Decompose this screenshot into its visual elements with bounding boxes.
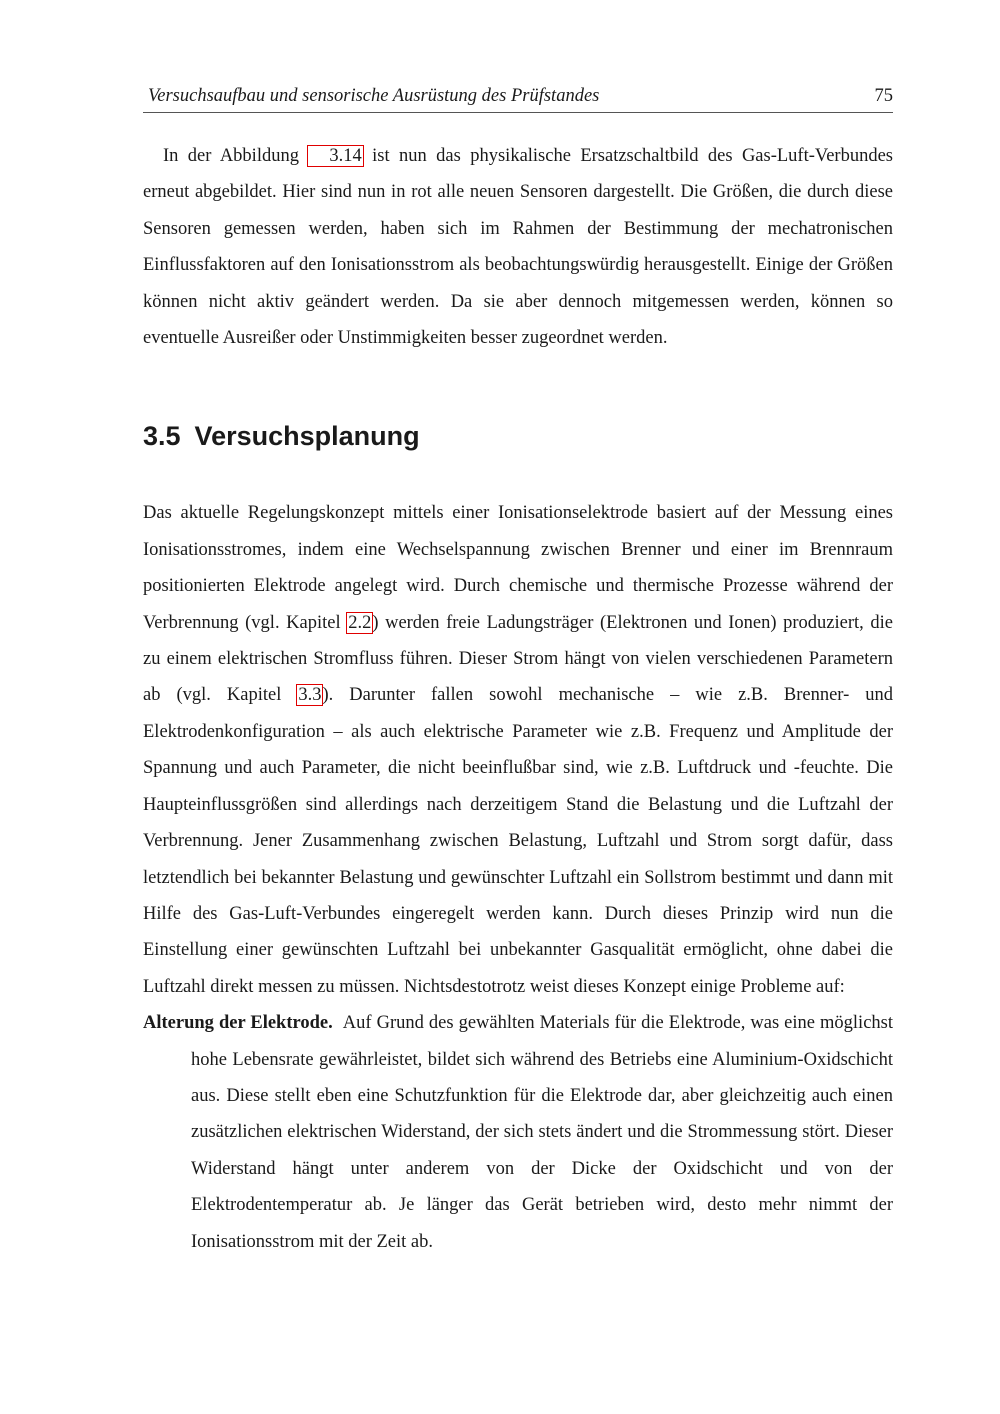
description-item: [143, 1005, 893, 1260]
page-number: 75: [874, 86, 893, 106]
running-title: Versuchsaufbau und sensorische Ausrüstung des Prüfstandes: [148, 86, 600, 106]
figure-ref-link[interactable]: 3.14: [307, 145, 363, 167]
running-header: [143, 84, 893, 113]
intro-text-start: In der Abbildung: [163, 146, 309, 166]
intro-paragraph: [143, 138, 893, 356]
description-term: Alterung der Elektrode.: [143, 1013, 333, 1034]
section-number: 3.5: [143, 421, 181, 452]
description-text: Auf Grund des gewählten Materials für die Elektrode, was eine möglichst hohe Lebensrate gewährleistet, bildet sich während des Betriebs eine Aluminium-Oxidschicht aus. Diese stellt eben eine Schutzfunktion für die Elektrode dar, aber gleichzeitig auch einen zusätzlichen elektrischen Widerstand, der sich stets ändert und die Strommessung stört. Dieser Widerstand hängt unter anderem von der Dicke der Oxidschicht und von der Elektrodentemperatur ab. Je länger das Gerät betrieben wird, desto mehr nimmt der Ionisationsstrom mit der Zeit ab.: [191, 1013, 893, 1252]
section-heading: [143, 419, 893, 453]
chapter-ref-link-2[interactable]: 3.3: [298, 685, 322, 706]
chapter-ref-link-1[interactable]: 2.2: [348, 612, 372, 633]
intro-text-rest: ist nun das physikalische Ersatzschaltbild des Gas-Luft-Verbundes erneut abgebildet. Hier sind nun in rot alle neuen Sensoren dargestellt. Die Größen, die durch diese Sensoren gemessen werden, haben sich im Rahmen der Bestimmung der mechatronischen Einflussfaktoren auf den Ionisationsstrom als beobachtungswürdig herausgestellt. Einige der Größen können nicht aktiv geändert werden. Da sie aber dennoch mitgemessen werden, können so eventuelle Ausreißer oder Unstimmigkeiten besser zugeordnet werden.: [143, 146, 893, 349]
section-title: Versuchsplanung: [194, 421, 420, 452]
main-paragraph: [143, 495, 893, 1005]
page-content: [143, 138, 893, 1260]
main-text-part1: Das aktuelle Regelungskonzept mittels einer Ionisationselektrode basiert auf der Messung eines Ionisationsstromes, indem eine Wechselspannung zwischen Brenner und einer im Brennraum positionierten Elektrode angelegt wird. Durch chemische und thermische Prozesse während der Verbrennung (vgl. Kapitel: [143, 503, 893, 633]
main-text-part2: ) werden freie Ladungsträger (Elektronen und Ionen) produziert, die zu einem elektrischen Stromfluss führen. Dieser Strom hängt von vielen verschiedenen Parametern ab (vgl. Kapitel: [143, 612, 893, 706]
main-text-part3: ). Darunter fallen sowohl mechanische – wie z.B. Brenner- und Elektrodenkonfiguration – als auch elektrische Parameter wie z.B. Frequenz und Amplitude der Spannung und auch Parameter, die nicht beeinflußbar sind, wie z.B. Luftdruck und -feuchte. Die Haupteinflussgrößen sind allerdings nach derzeitigem Stand die Belastung und die Luftzahl der Verbrennung. Jener Zusammenhang zwischen Belastung, Luftzahl und Strom sorgt dafür, dass letztendlich bei bekannter Belastung und gewünschter Luftzahl ein Sollstrom bestimmt und dann mit Hilfe des Gas-Luft-Verbundes eingeregelt werden kann. Durch dieses Prinzip wird nun die Einstellung einer gewünschten Luftzahl bei unbekannter Gasqualität ermöglicht, ohne dabei die Luftzahl direkt messen zu müssen. Nichtsdestotrotz weist dieses Konzept einige Probleme auf:: [143, 685, 893, 997]
